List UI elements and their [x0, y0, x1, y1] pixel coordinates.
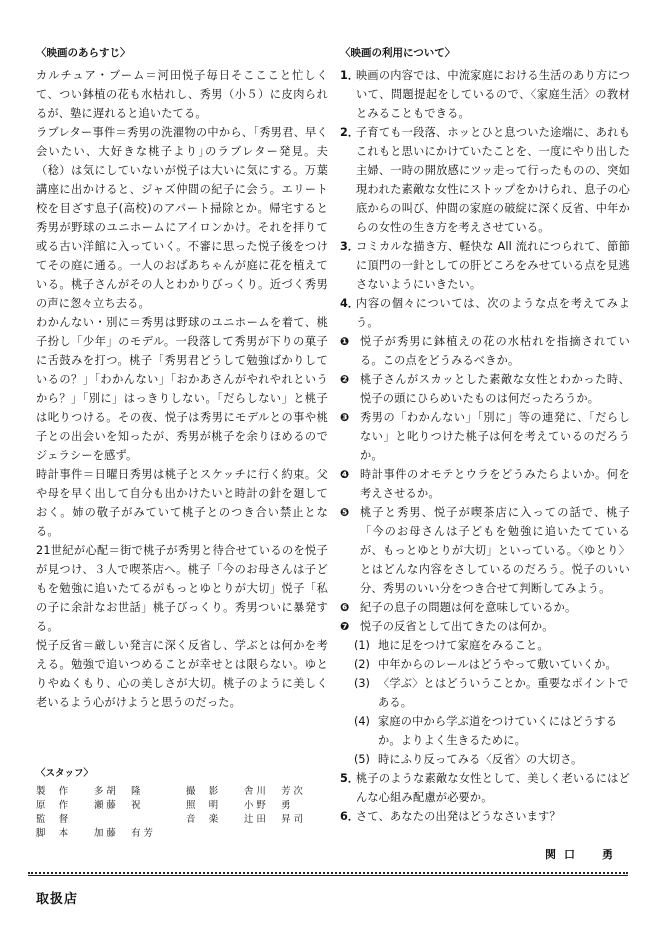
discussion-point: [340, 617, 630, 636]
discussion-point: [340, 465, 630, 503]
dealer-label: 取扱店: [36, 892, 79, 907]
staff-row: [186, 799, 326, 813]
point-number: ❸: [340, 411, 350, 424]
subpoint-number: (3): [354, 677, 370, 690]
point-number: ❹: [340, 468, 350, 481]
discussion-point: [340, 370, 630, 408]
staff-name: 多胡 隆: [94, 786, 144, 797]
staff-role: 脚 本: [36, 828, 71, 839]
subpoint-text: 地に足をつけて家庭をみること。: [378, 639, 549, 652]
staff-row: [36, 813, 186, 827]
staff-role: 撮 影: [186, 786, 221, 797]
staff-role: 監 督: [36, 814, 71, 825]
item-number: 5．: [340, 772, 359, 785]
item-text: 内容の個々については、次のような点を考えてみよう。: [356, 297, 630, 329]
synopsis-heading: 〈映画のあらすじ〉: [36, 47, 131, 59]
staff-row: [36, 799, 186, 813]
subpoint-number: (1): [354, 639, 370, 652]
point-number: ❶: [340, 335, 350, 348]
reflection-subpoint: [340, 636, 630, 655]
reflection-subpoint: [340, 655, 630, 674]
item-text: 桃子のような素敵な女性として、美しく老いるにはどんな心組み配慮が必要か。: [356, 772, 630, 804]
subpoint-text: 時にふり反ってみる〈反省〉の大切さ。: [378, 753, 583, 766]
usage-item: [340, 769, 630, 807]
staff-name: 瀬藤 祝: [94, 800, 144, 811]
synopsis-paragraph: わかんない・別に＝秀男は野球のユニホームを着て、桃子扮し「少年」のモデル。一段落して秀男が下りの菓子に舌鼓みを打つ。桃子「秀男君どうして勉強ばかりしているの？」「わかんない」「おかあさんがやれやれというから？」「別に」はっきりしない。「だらしない」と桃子は叱りつける。その夜、悦子は秀男にモデルとの事や桃子との出会いを知ったが、秀男が桃子を余りほめるのでジェラシーを感ず。: [36, 316, 328, 462]
point-text: 悦子が秀男に鉢植えの花の水枯れを指摘されている。この点をどうみるべきか。: [360, 335, 630, 367]
subpoint-text: 〈学ぶ〉とはどういうことか。重要なポイントである。: [378, 677, 629, 709]
point-number: ❼: [340, 620, 350, 633]
staff-row: [36, 785, 186, 799]
usage-heading: 〈映画の利用について〉: [340, 47, 456, 59]
staff-column-right: [186, 785, 326, 841]
staff-section: [36, 767, 328, 841]
staff-row: [186, 785, 326, 799]
subpoint-number: (5): [354, 753, 370, 766]
synopsis-paragraph: 悦子反省＝厳しい発言に深く反省し、学ぶとは何かを考える。勉強で追いつめることが幸せとは限らない。ゆとりやぬくもり、心の美しさが大切。桃子のように美しく老いるよう心がけようと思うのだった。: [36, 639, 328, 709]
footer-divider-dotted: [28, 872, 628, 874]
usage-item: [340, 807, 630, 826]
point-text: 悦子の反省として出てきたのは何か。: [360, 620, 554, 633]
point-number: ❷: [340, 373, 350, 386]
usage-item: [340, 66, 630, 123]
item-text: 映画の内容では、中流家庭における生活のあり方について、問題提起をしているので、〈家庭生活〉の教材とみることもできる。: [356, 69, 630, 120]
footer-divider-line: [28, 875, 628, 876]
item-number: 4．: [340, 297, 359, 310]
staff-heading: 〈スタッフ〉: [36, 768, 94, 779]
usage-section: [340, 46, 630, 826]
item-text: さて、あなたの出発はどうなさいます？: [356, 810, 561, 823]
discussion-point: [340, 408, 630, 465]
item-text: コミカルな描き方、軽快な All 流れにつられて、節節に頂門の一針としての肝どころをみせている点を見逃さないようにいきたい。: [356, 240, 630, 291]
item-number: 2．: [340, 126, 359, 139]
author-signature: 関口 勇: [545, 848, 621, 861]
staff-role: 照 明: [186, 800, 221, 811]
item-number: 3．: [340, 240, 359, 253]
synopsis-paragraph: 21世紀が心配＝街で桃子が秀男と待合せているのを悦子が見つけ、３人で喫茶店へ。桃子「今のお母さんは子どもを勉強に追いたてるがもっとゆとりが大切」悦子「私の子に余計なお世話」桃子びっくり。秀男ついに暴発する。: [36, 544, 328, 633]
subpoint-number: (2): [354, 658, 370, 671]
staff-name: 小野 勇: [244, 800, 294, 811]
staff-row: [186, 813, 326, 827]
staff-grid: [36, 785, 328, 841]
point-text: 桃子さんがスカッとした素敵な女性とわかった時、悦子の頭にひらめいたものは何だったろうか。: [360, 373, 630, 405]
staff-name: 舎川 芳次: [244, 786, 306, 797]
item-number: 1．: [340, 69, 359, 82]
point-number: ❻: [340, 601, 350, 614]
point-number: ❺: [340, 506, 350, 519]
synopsis-paragraph: 時計事件＝日曜日秀男は桃子とスケッチに行く約束。父や母を早く出して自分も出かけたいと時計の針を廻しておく。姉の敬子がみていて桃子とのつき合い禁止となる。: [36, 468, 328, 538]
point-text: 紀子の息子の問題は何を意味しているか。: [360, 601, 577, 614]
point-text: 秀男の「わかんない」「別に」等の連発に、「だらしない」と叱りつけた桃子は何を考えているのだろうか。: [360, 411, 630, 462]
point-text: 桃子と秀男、悦子が喫茶店に入っての話で、桃子「今のお母さんは子どもを勉強に追いたてているが、もっとゆとりが大切」といっている。〈ゆとり〉とはどんな内容をさしているのだろう。悦子のいい分、秀男のいい分をつき合せて判断してみよう。: [360, 506, 630, 595]
usage-item: [340, 294, 630, 332]
staff-name: 加藤 有芳: [94, 828, 156, 839]
discussion-point: [340, 503, 630, 598]
synopsis-paragraph: カルチュア・ブーム＝河田悦子毎日そこここと忙しくて、つい鉢植の花も水枯れし、秀男（小５）に皮肉られるが、塾に遅れると追いたてる。: [36, 69, 328, 120]
item-text: 子育ても一段落、ホッとひと息ついた途端に、あれもこれもと思いにかけていたことを、一度にやり出した主婦、一時の開放感にツッ走って行ったものの、突如現われた素敵な女性にストップをかけられ、息子の心底からの叫び、仲間の家庭の破綻に深く反省、中年からの女性の生き方を考えさせている。: [356, 126, 630, 234]
staff-role: 原 作: [36, 800, 71, 811]
usage-item: [340, 123, 630, 237]
reflection-subpoint: [340, 674, 630, 712]
point-text: 時計事件のオモテとウラをどうみたらよいか。何を考えさせるか。: [360, 468, 630, 500]
staff-role: 音 楽: [186, 814, 221, 825]
item-number: 6．: [340, 810, 359, 823]
staff-column-left: [36, 785, 186, 841]
synopsis-paragraph: ラブレター事件＝秀男の洗濯物の中から、｢秀男君、早く会いたい、大好きな桃子より｣のラブレター発見。夫（稔）は気にしていないが悦子は大いに気にする。万葉講座に出かけると、ジャズ仲間の紀子に会う。エリート校を目ざす息子(高校)のアパート掃除とか。帰宅すると秀男が野球のユニホームにアイロンかけ。それを拝りて或る古い洋館に入っていく。不審に思った悦子後をつけてその庭に通る。一人のおばあちゃんが庭に花を植えている。桃子さんがその人とわかりびっくり。近づく秀男の声に怱々立ち去る。: [36, 126, 328, 310]
reflection-subpoint: [340, 712, 630, 750]
reflection-subpoint: [340, 750, 630, 769]
subpoint-text: 家庭の中から学ぶ道をつけていくにはどうするか。よりよく生きるために。: [378, 715, 618, 747]
staff-role: 製 作: [36, 786, 71, 797]
discussion-point: [340, 332, 630, 370]
subpoint-number: (4): [354, 715, 370, 728]
subpoint-text: 中年からのレールはどうやって敷いていくか。: [378, 658, 617, 671]
staff-name: 辻田 昇司: [244, 814, 306, 825]
staff-row: [36, 827, 186, 841]
discussion-point: [340, 598, 630, 617]
usage-item: [340, 237, 630, 294]
synopsis-section: [36, 46, 328, 712]
